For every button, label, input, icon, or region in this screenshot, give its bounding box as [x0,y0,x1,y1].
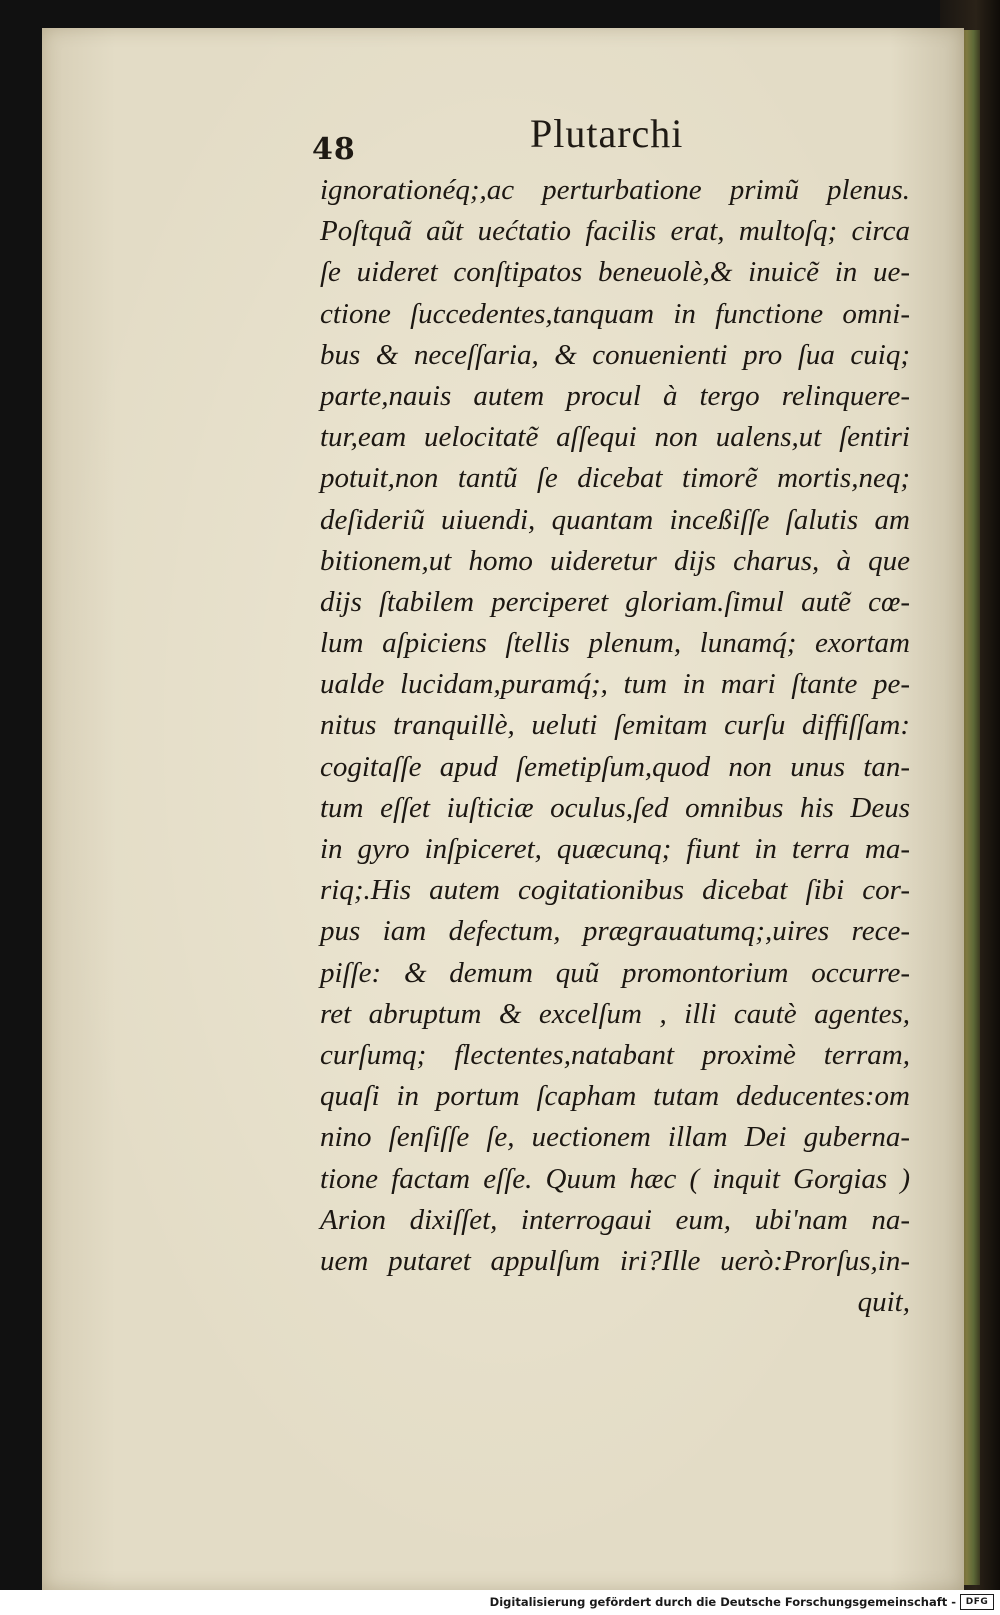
digitization-credit-text: Digitalisierung gefördert durch die Deutsche Forschungsgemeinschaft - [489,1595,956,1609]
text-line: pus iam defectum, prægrauatumq;,uires rece- [320,915,910,948]
text-line: ſe uideret conſtipatos beneuolè,& inuicẽ in ue- [320,256,910,289]
running-title: Plutarchi [530,111,684,156]
text-line: riq;.His autem cogitationibus dicebat ſibi cor- [320,874,910,907]
text-line: piſſe: & demum quũ promontorium occurre- [320,956,910,989]
text-line: ignorationéq;,ac perturbatione primũ plenus. [320,174,910,206]
text-line: deſideriũ uiuendi, quantam inceßiſſe ſalutis am [320,503,910,536]
text-line: Arion dixiſſet, interrogaui eum, ubi'nam na- [320,1203,910,1236]
body-text [320,170,910,1323]
text-line: in gyro inſpiceret, quæcunq; fiunt in terra ma- [320,833,910,865]
text-line: tione factam eſſe. Quum hæc ( inquit Gorgias ) [320,1162,910,1195]
text-line: dijs ſtabilem perciperet gloriam.ſimul autẽ cœ- [320,585,910,618]
page-number: 48 [312,132,356,167]
text-line: tur,eam uelocitatẽ aſſequi non ualens,ut ſentiri [320,421,910,454]
text-line: tum eſſet iuſticiæ oculus,ſed omnibus his Deus [320,791,910,824]
page-header [312,110,732,166]
text-line: bus & neceſſaria, & conuenienti pro ſua cuiq; [320,338,910,371]
text-line: ctione ſuccedentes,tanquam in functione omni- [320,297,910,330]
text-line: Poſtquã aũt uećtatio facilis erat, multoſq; circa [320,215,910,248]
text-line: nitus tranquillè, ueluti ſemitam curſu diffiſſam: [320,709,910,742]
text-line: ualde lucidam,puramq́;, tum in mari ſtante pe- [320,668,910,701]
text-line: uem putaret appulſum iri?Ille uerò:Prorſus,in- [320,1244,910,1277]
text-line: nino ſenſiſſe ſe, uectionem illam Dei guberna- [320,1121,910,1154]
text-line: quaſi in portum ſcapham tutam deducentes:om [320,1080,910,1113]
text-line: curſumq; flectentes,natabant proximè terram, [320,1038,910,1071]
text-line: parte,nauis autem procul à tergo relinquere- [320,379,910,412]
digitization-credit-bar [0,1590,1000,1615]
catchword: quit, [857,1286,910,1319]
text-line: lum aſpiciens ſtellis plenum, lunamq́; exortam [320,627,910,660]
dfg-logo-icon: DFG [960,1594,994,1610]
text-line: bitionem,ut homo uideretur dijs charus, à que [320,544,910,577]
text-line: ret abruptum & excelſum , illi cautè agentes, [320,997,910,1030]
text-line: potuit,non tantũ ſe dicebat timorẽ mortis,neq; [320,462,910,495]
text-line: cogitaſſe apud ſemetipſum,quod non unus tan- [320,750,910,783]
